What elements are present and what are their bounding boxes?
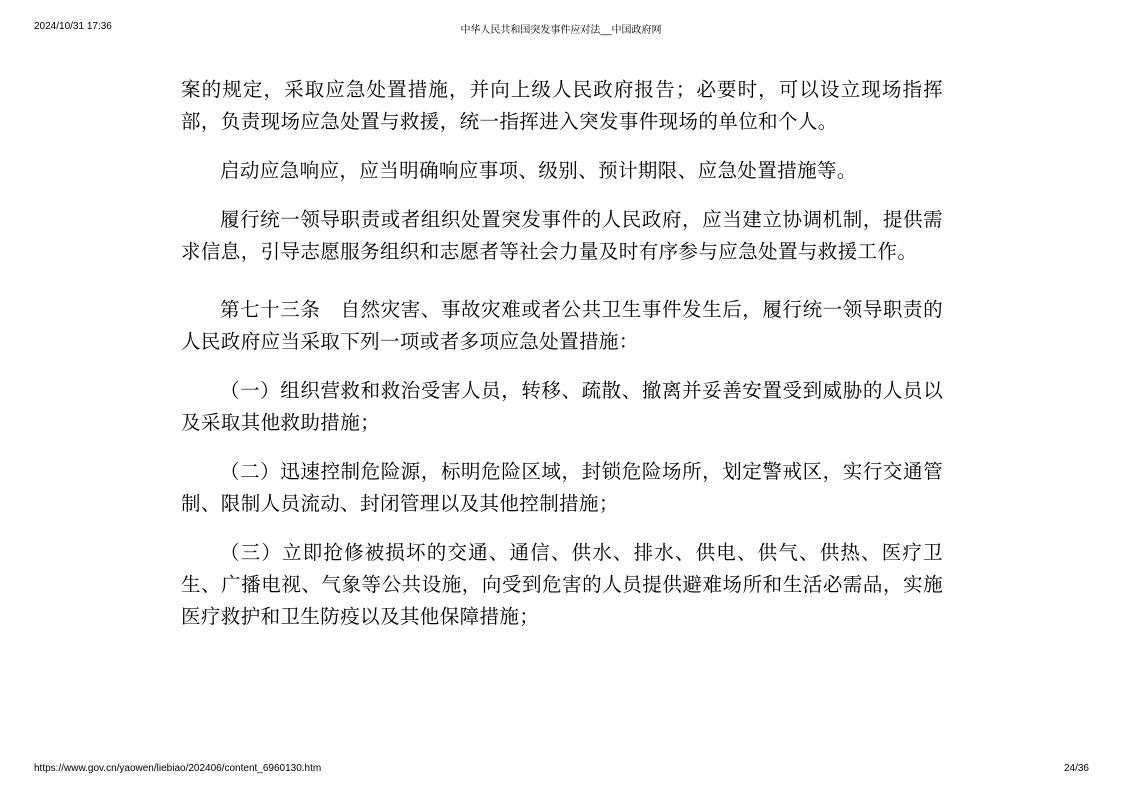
print-header xyxy=(0,21,1122,35)
article-73-item-3: （三）立即抢修被损坏的交通、通信、供水、排水、供电、供气、供热、医疗卫生、广播电视、气象等公共设施，向受到危害的人员提供避难场所和生活必需品，实施医疗救护和卫生防疫以及其他保障措施； xyxy=(181,541,943,628)
paragraph-coordination-mechanism: 履行统一领导职责或者组织处置突发事件的人民政府，应当建立协调机制，提供需求信息，引导志愿服务组织和志愿者等社会力量及时有序参与应急处置与救援工作。 xyxy=(181,208,943,263)
document-body xyxy=(181,74,943,633)
page-number: 24/36 xyxy=(1063,763,1089,774)
article-73-item-2: （二）迅速控制危险源，标明危险区域，封锁危险场所，划定警戒区，实行交通管制、限制人员流动、封闭管理以及其他控制措施； xyxy=(181,460,943,515)
paragraph-continuation: 案的规定，采取应急处置措施，并向上级人民政府报告；必要时，可以设立现场指挥部，负责现场应急处置与救援，统一指挥进入突发事件现场的单位和个人。 xyxy=(181,78,943,133)
document-title: 中华人民共和国突发事件应对法__中国政府网 xyxy=(460,25,662,36)
print-footer xyxy=(0,763,1122,777)
page-url: https://www.gov.cn/yaowen/liebiao/202406/content_6960130.htm xyxy=(34,763,322,774)
print-datetime: 2024/10/31 17:36 xyxy=(34,21,112,32)
article-73-item-1: （一）组织营救和救治受害人员，转移、疏散、撤离并妥善安置受到威胁的人员以及采取其他救助措施； xyxy=(181,379,943,434)
paragraph-emergency-response: 启动应急响应，应当明确响应事项、级别、预计期限、应急处置措施等。 xyxy=(220,159,857,182)
article-73: 第七十三条 自然灾害、事故灾难或者公共卫生事件发生后，履行统一领导职责的人民政府应当采取下列一项或者多项应急处置措施： xyxy=(181,298,943,353)
